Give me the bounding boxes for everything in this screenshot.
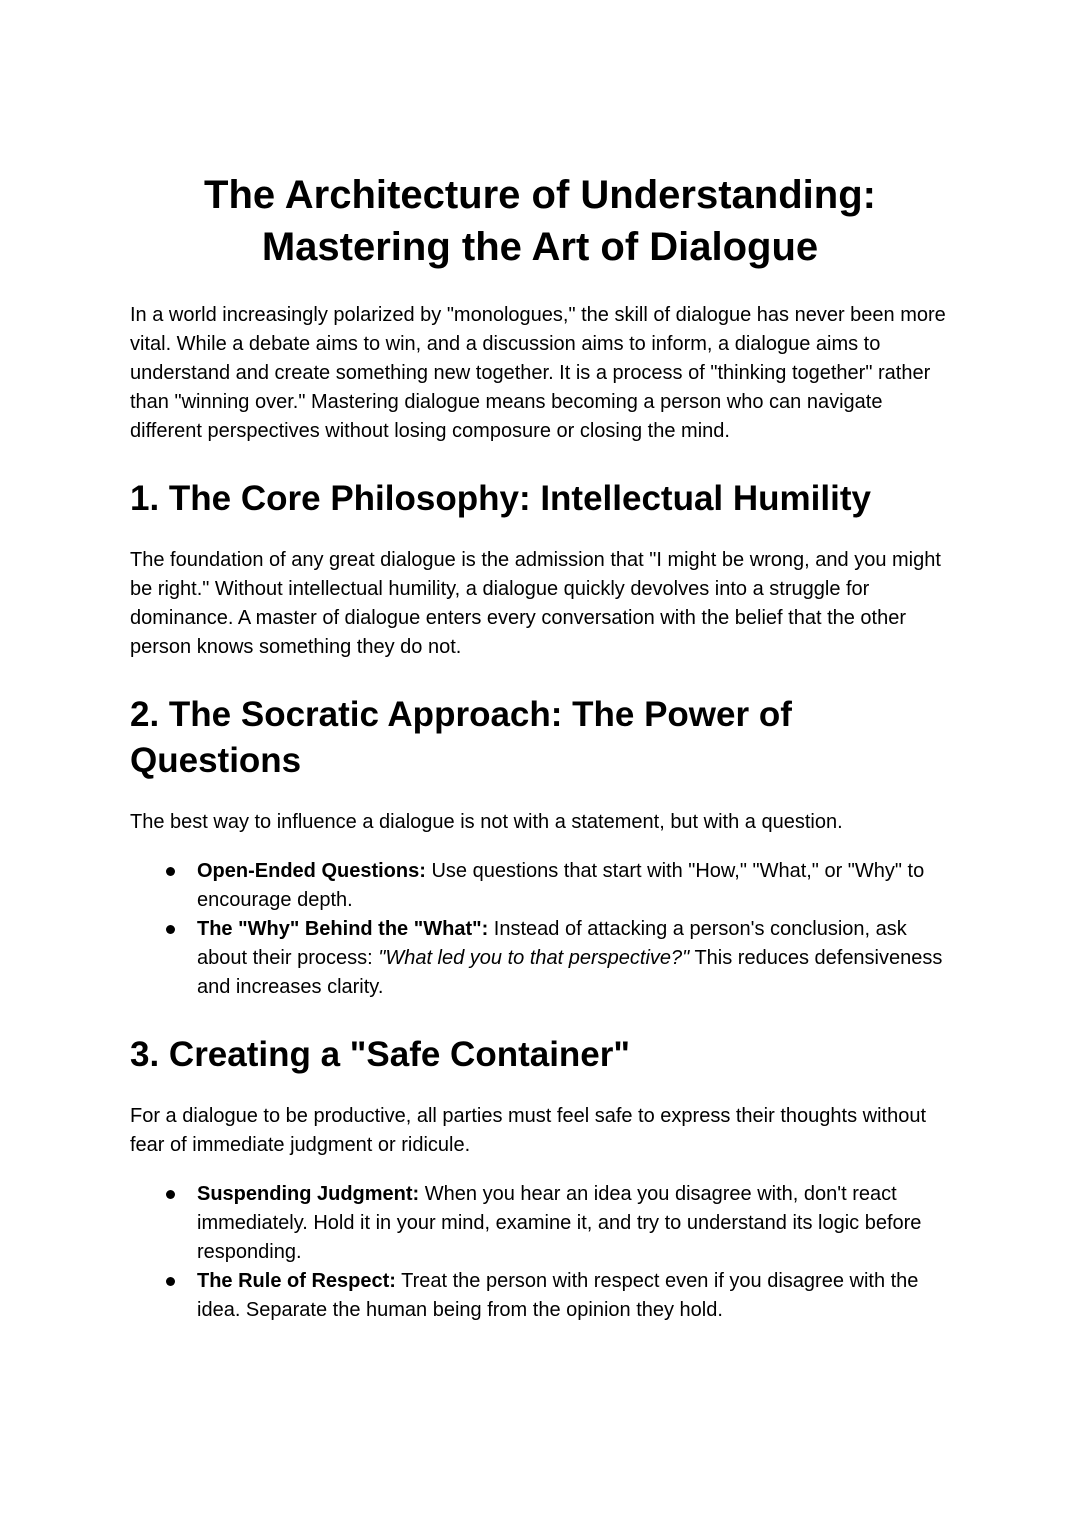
section-3-paragraph: For a dialogue to be productive, all parties must feel safe to express their thoughts without fear of immediate judgment or ridicule. [130,1105,926,1156]
bullet-text: Treat the person with respect even if you disagree with the idea. Separate the human being from the opinion they hold. [197,1270,919,1321]
list-item [197,1180,950,1267]
intro-paragraph: In a world increasingly polarized by "monologues," the skill of dialogue has never been more vital. While a debate aims to win, and a discussion aims to inform, a dialogue aims to understand and create something new together. It is a process of "thinking together" rather than "winning over." Mastering dialogue means becoming a person who can navigate different perspectives without losing composure or closing the mind. [130,304,946,442]
section-3-bullet-list [130,1180,950,1325]
list-item [197,915,950,1002]
section-2-bullet-list [130,857,950,1002]
bullet-lead-bold: Open-Ended Questions: [197,860,426,882]
section-2-heading: 2. The Socratic Approach: The Power of Questions [130,695,792,780]
bullet-lead-bold: The Rule of Respect: [197,1270,396,1292]
list-item [197,857,950,915]
bullet-italic-text: "What led you to that perspective?" [378,947,690,969]
bullet-text: Use questions that start with "How," "What," or "Why" to encourage depth. [197,860,925,911]
section-2-paragraph: The best way to influence a dialogue is not with a statement, but with a question. [130,811,843,833]
bullet-text: When you hear an idea you disagree with, don't react immediately. Hold it in your mind, examine it, and try to understand its logic before responding. [197,1183,922,1263]
document-title [130,169,950,273]
document-title-line-2: Mastering the Art of Dialogue [261,225,819,269]
document-title-line-1: The Architecture of Understanding: [204,173,876,217]
bullet-text: Instead of attacking a person's conclusion, ask about their process: [197,918,907,969]
bullet-lead-bold: The "Why" Behind the "What": [197,918,489,940]
section-1-heading: 1. The Core Philosophy: Intellectual Humility [130,479,871,518]
list-item [197,1267,950,1325]
section-3-heading: 3. Creating a "Safe Container" [130,1035,630,1074]
bullet-text: This reduces defensiveness and increases clarity. [197,947,943,998]
bullet-lead-bold: Suspending Judgment: [197,1183,420,1205]
section-1-paragraph: The foundation of any great dialogue is the admission that "I might be wrong, and you might be right." Without intellectual humility, a dialogue quickly devolves into a struggle for dominance. A master of dialogue enters every conversation with the belief that the other person knows something they do not. [130,549,941,658]
